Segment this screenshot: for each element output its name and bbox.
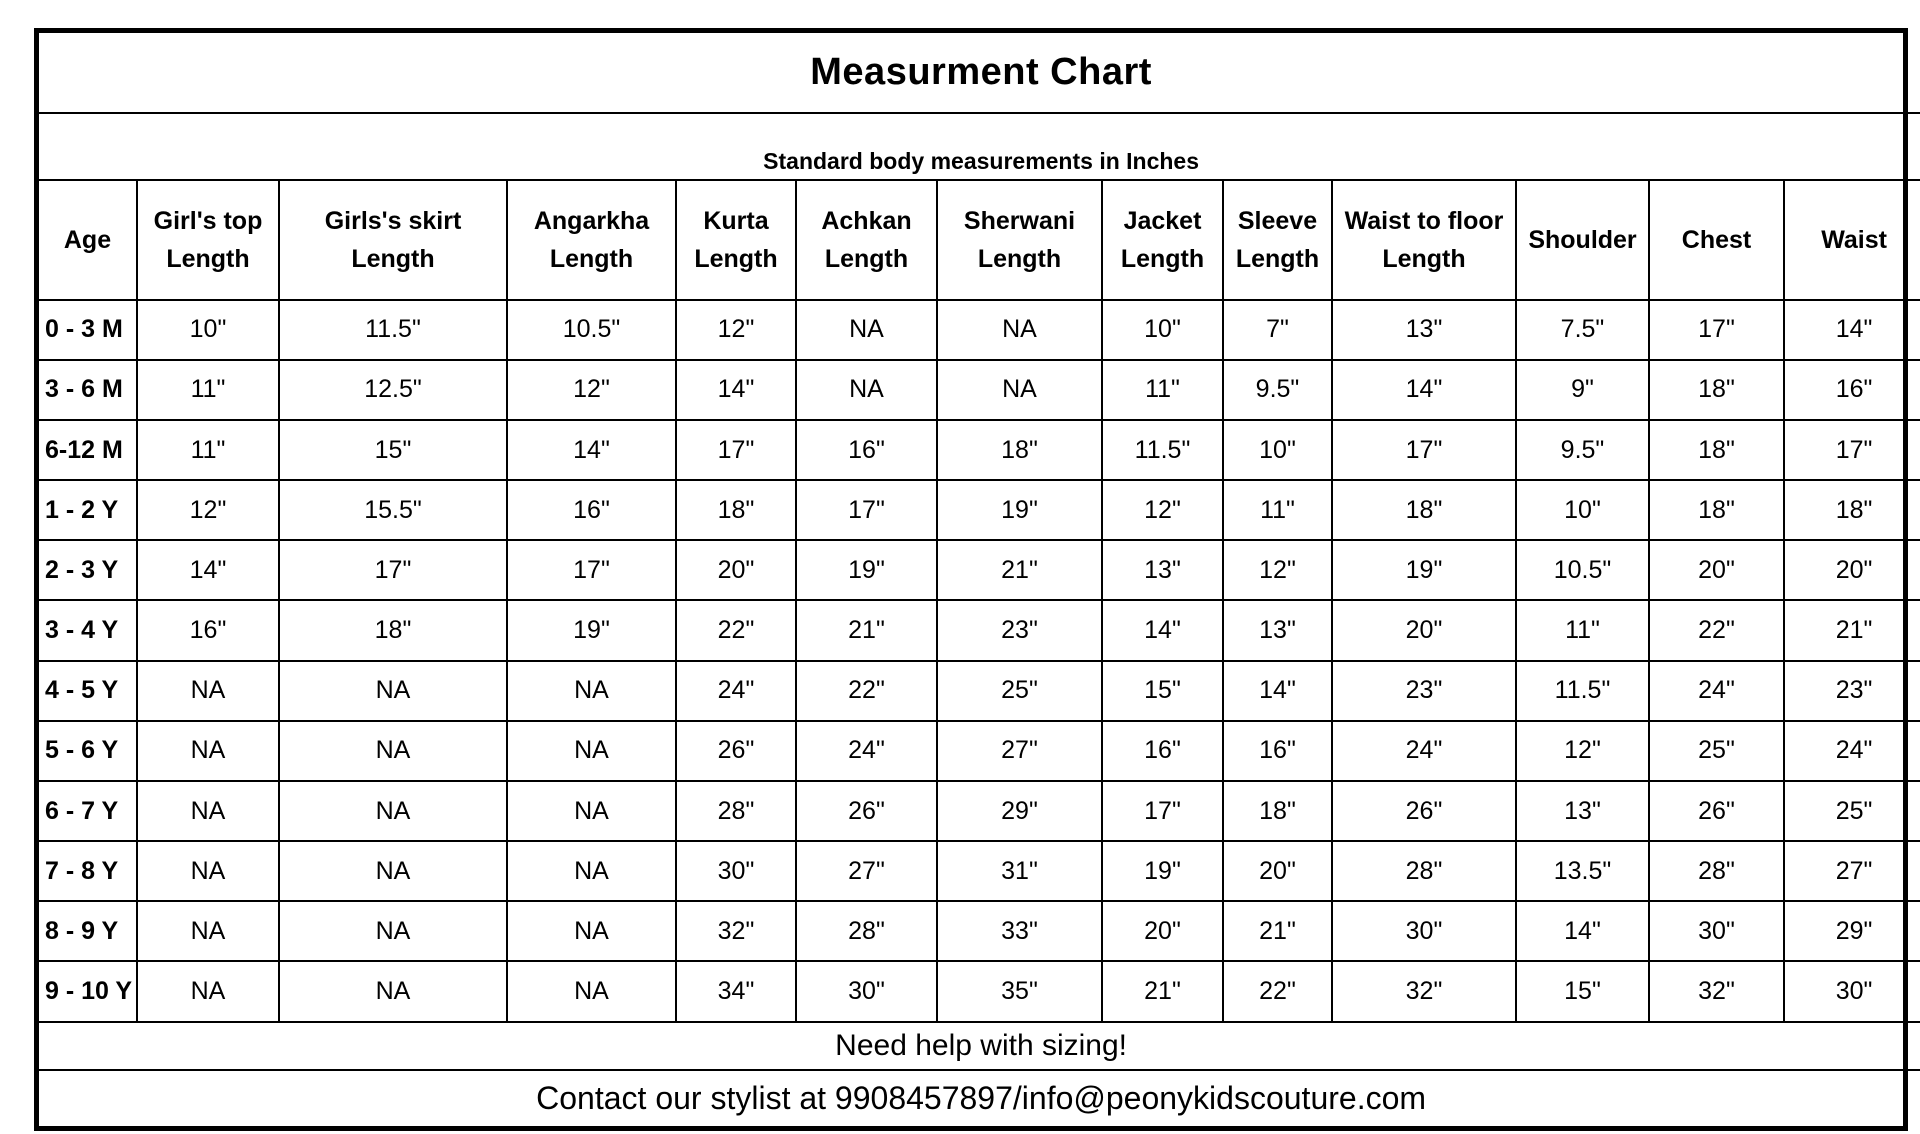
age-cell: 3 - 4 Y: [39, 600, 137, 660]
measurement-cell: 18": [1649, 480, 1784, 540]
measurement-cell: 30": [1332, 901, 1516, 961]
measurement-cell: 17": [1102, 781, 1223, 841]
measurement-cell: NA: [507, 901, 676, 961]
measurement-cell: 16": [1102, 721, 1223, 781]
measurement-cell: 28": [676, 781, 796, 841]
measurement-cell: 18": [1649, 360, 1784, 420]
measurement-cell: 10.5": [507, 300, 676, 360]
measurement-cell: 12": [1102, 480, 1223, 540]
measurement-cell: 17": [279, 540, 507, 600]
measurement-cell: 27": [1784, 841, 1920, 901]
measurement-cell: 14": [1516, 901, 1649, 961]
measurement-cell: 29": [1784, 901, 1920, 961]
column-header: [137, 180, 279, 299]
table-row: [39, 600, 1920, 660]
measurement-cell: 12.5": [279, 360, 507, 420]
measurement-cell: 12": [137, 480, 279, 540]
measurement-cell: 28": [796, 901, 937, 961]
measurement-cell: 32": [1332, 961, 1516, 1021]
measurement-cell: 31": [937, 841, 1102, 901]
table-row: [39, 480, 1920, 540]
measurement-cell: 14": [137, 540, 279, 600]
measurement-cell: 17": [676, 420, 796, 480]
measurement-cell: 14": [1784, 300, 1920, 360]
measurement-cell: 15": [1516, 961, 1649, 1021]
column-header-line: Age: [63, 226, 112, 255]
column-header-line: Length: [824, 245, 909, 274]
measurement-cell: 27": [937, 721, 1102, 781]
measurement-cell: 11.5": [279, 300, 507, 360]
measurement-cell: 12": [507, 360, 676, 420]
column-header-line: Shoulder: [1528, 226, 1637, 255]
measurement-cell: 22": [796, 661, 937, 721]
measurement-cell: 24": [1332, 721, 1516, 781]
measurement-cell: 32": [676, 901, 796, 961]
measurement-cell: 12": [1223, 540, 1332, 600]
measurement-cell: 23": [937, 600, 1102, 660]
column-header: [1649, 180, 1784, 299]
chart-title: Measurment Chart: [39, 33, 1920, 113]
measurement-cell: 16": [1223, 721, 1332, 781]
measurement-cell: 17": [1332, 420, 1516, 480]
measurement-cell: NA: [796, 360, 937, 420]
column-header-line: Length: [694, 245, 778, 274]
measurement-cell: 20": [1649, 540, 1784, 600]
measurement-cell: NA: [507, 841, 676, 901]
measurement-cell: 21": [1784, 600, 1920, 660]
measurement-cell: 20": [1784, 540, 1920, 600]
measurement-cell: 18": [1223, 781, 1332, 841]
measurement-cell: 11": [1516, 600, 1649, 660]
measurement-cell: 13": [1102, 540, 1223, 600]
measurement-cell: 18": [1784, 480, 1920, 540]
age-cell: 1 - 2 Y: [39, 480, 137, 540]
sizing-help-text: Need help with sizing!: [39, 1022, 1920, 1070]
column-header-line: Kurta: [703, 207, 769, 236]
measurement-cell: 13.5": [1516, 841, 1649, 901]
measurement-cell: 22": [1223, 961, 1332, 1021]
measurement-cell: 26": [1332, 781, 1516, 841]
measurement-cell: NA: [937, 360, 1102, 420]
age-cell: 6-12 M: [39, 420, 137, 480]
column-header-line: Length: [1120, 245, 1205, 274]
measurement-cell: NA: [279, 901, 507, 961]
measurement-cell: 30": [1649, 901, 1784, 961]
table-row: [39, 901, 1920, 961]
measurement-cell: 12": [676, 300, 796, 360]
column-header-line: Length: [351, 245, 435, 274]
measurement-cell: 13": [1332, 300, 1516, 360]
age-cell: 6 - 7 Y: [39, 781, 137, 841]
column-header: [1223, 180, 1332, 299]
measurement-cell: 16": [1784, 360, 1920, 420]
column-header-line: Length: [1235, 245, 1320, 274]
column-header-line: Length: [166, 245, 250, 274]
table-row: [39, 781, 1920, 841]
measurement-cell: NA: [507, 781, 676, 841]
measurement-cell: NA: [937, 300, 1102, 360]
measurement-cell: 27": [796, 841, 937, 901]
measurement-cell: 22": [676, 600, 796, 660]
measurement-cell: 19": [796, 540, 937, 600]
column-header-line: Waist: [1821, 226, 1887, 255]
measurement-cell: 18": [937, 420, 1102, 480]
table-row: [39, 540, 1920, 600]
table-row: [39, 420, 1920, 480]
measurement-cell: 11": [1102, 360, 1223, 420]
measurement-cell: 11.5": [1516, 661, 1649, 721]
measurement-cell: 7": [1223, 300, 1332, 360]
measurement-cell: 9.5": [1223, 360, 1332, 420]
measurement-chart-sheet: [34, 28, 1908, 1131]
measurement-cell: 18": [1649, 420, 1784, 480]
measurement-cell: NA: [279, 721, 507, 781]
measurement-cell: 9.5": [1516, 420, 1649, 480]
measurement-cell: 25": [937, 661, 1102, 721]
measurement-cell: 11": [1223, 480, 1332, 540]
measurement-cell: 14": [676, 360, 796, 420]
measurement-cell: 10": [1102, 300, 1223, 360]
measurement-cell: 17": [1784, 420, 1920, 480]
measurement-cell: 34": [676, 961, 796, 1021]
measurement-cell: 10": [1516, 480, 1649, 540]
column-header: [39, 180, 137, 299]
measurement-cell: 15": [1102, 661, 1223, 721]
column-header-line: Length: [549, 245, 634, 274]
measurement-cell: 24": [676, 661, 796, 721]
measurement-cell: 24": [796, 721, 937, 781]
table-row: [39, 841, 1920, 901]
column-header: [796, 180, 937, 299]
column-header-line: Sleeve: [1237, 207, 1318, 236]
table-row: [39, 360, 1920, 420]
column-header-line: Sherwani: [963, 207, 1076, 236]
chart-subtitle: Standard body measurements in Inches: [39, 113, 1920, 180]
column-header-line: Length: [977, 245, 1062, 274]
measurement-cell: NA: [796, 300, 937, 360]
measurement-cell: NA: [137, 901, 279, 961]
measurement-cell: 14": [1332, 360, 1516, 420]
measurement-cell: 29": [937, 781, 1102, 841]
measurement-cell: 30": [796, 961, 937, 1021]
measurement-cell: NA: [279, 841, 507, 901]
column-header-line: Achkan: [821, 207, 912, 236]
measurement-cell: 32": [1649, 961, 1784, 1021]
stylist-contact-text: Contact our stylist at 9908457897/info@peonykidscouture.com: [39, 1070, 1920, 1126]
measurement-cell: 19": [1332, 540, 1516, 600]
measurement-cell: NA: [137, 961, 279, 1021]
measurement-cell: 18": [676, 480, 796, 540]
measurement-cell: 7.5": [1516, 300, 1649, 360]
column-header: [279, 180, 507, 299]
measurement-cell: 23": [1784, 661, 1920, 721]
measurement-cell: 14": [507, 420, 676, 480]
measurement-cell: NA: [279, 781, 507, 841]
measurement-cell: 19": [507, 600, 676, 660]
measurement-cell: 17": [1649, 300, 1784, 360]
measurement-cell: 35": [937, 961, 1102, 1021]
measurement-cell: NA: [279, 661, 507, 721]
measurement-cell: 16": [507, 480, 676, 540]
measurement-cell: 20": [1332, 600, 1516, 660]
measurement-cell: 14": [1102, 600, 1223, 660]
measurement-cell: 11": [137, 360, 279, 420]
age-cell: 3 - 6 M: [39, 360, 137, 420]
column-header-line: Jacket: [1123, 207, 1202, 236]
measurement-cell: 21": [1223, 901, 1332, 961]
table-row: [39, 300, 1920, 360]
measurement-cell: 13": [1516, 781, 1649, 841]
measurement-cell: 11": [137, 420, 279, 480]
measurement-cell: 10.5": [1516, 540, 1649, 600]
measurement-cell: 15.5": [279, 480, 507, 540]
measurement-cell: 18": [1332, 480, 1516, 540]
measurement-cell: 21": [796, 600, 937, 660]
measurement-cell: 13": [1223, 600, 1332, 660]
measurement-cell: 25": [1649, 721, 1784, 781]
measurement-cell: 30": [676, 841, 796, 901]
measurement-cell: 26": [1649, 781, 1784, 841]
measurement-cell: 15": [279, 420, 507, 480]
measurement-cell: 12": [1516, 721, 1649, 781]
table-row: [39, 661, 1920, 721]
measurement-cell: 30": [1784, 961, 1920, 1021]
column-header: [1784, 180, 1920, 299]
measurement-cell: 20": [1102, 901, 1223, 961]
age-cell: 9 - 10 Y: [39, 961, 137, 1021]
measurement-cell: NA: [279, 961, 507, 1021]
column-header: [676, 180, 796, 299]
measurement-cell: 17": [507, 540, 676, 600]
column-header-row: [39, 180, 1920, 299]
age-cell: 0 - 3 M: [39, 300, 137, 360]
age-cell: 5 - 6 Y: [39, 721, 137, 781]
age-cell: 2 - 3 Y: [39, 540, 137, 600]
measurement-cell: 23": [1332, 661, 1516, 721]
measurement-cell: NA: [137, 841, 279, 901]
column-header-line: Girls's skirt: [324, 207, 462, 236]
measurement-cell: 16": [796, 420, 937, 480]
age-cell: 7 - 8 Y: [39, 841, 137, 901]
measurement-cell: NA: [507, 961, 676, 1021]
measurement-cell: 21": [937, 540, 1102, 600]
measurement-cell: 9": [1516, 360, 1649, 420]
column-header-line: Girl's top: [153, 207, 263, 236]
measurement-cell: 24": [1784, 721, 1920, 781]
age-cell: 4 - 5 Y: [39, 661, 137, 721]
measurement-cell: 16": [137, 600, 279, 660]
column-header-line: Chest: [1681, 226, 1752, 255]
measurement-cell: 14": [1223, 661, 1332, 721]
column-header-line: Length: [1382, 245, 1466, 274]
measurement-table: [39, 33, 1920, 1126]
measurement-cell: NA: [507, 661, 676, 721]
measurement-cell: 26": [676, 721, 796, 781]
measurement-cell: 19": [937, 480, 1102, 540]
column-header: [507, 180, 676, 299]
column-header-line: Angarkha: [533, 207, 650, 236]
column-header: [1516, 180, 1649, 299]
age-cell: 8 - 9 Y: [39, 901, 137, 961]
measurement-cell: NA: [507, 721, 676, 781]
measurement-cell: 18": [279, 600, 507, 660]
measurement-cell: 22": [1649, 600, 1784, 660]
column-header-line: Waist to floor: [1344, 207, 1504, 236]
measurement-cell: 20": [1223, 841, 1332, 901]
column-header: [937, 180, 1102, 299]
table-row: [39, 961, 1920, 1021]
measurement-cell: 33": [937, 901, 1102, 961]
measurement-cell: NA: [137, 781, 279, 841]
measurement-cell: 24": [1649, 661, 1784, 721]
measurement-cell: 17": [796, 480, 937, 540]
measurement-cell: 10": [1223, 420, 1332, 480]
measurement-cell: NA: [137, 721, 279, 781]
column-header: [1102, 180, 1223, 299]
measurement-cell: 11.5": [1102, 420, 1223, 480]
measurement-cell: NA: [137, 661, 279, 721]
measurement-cell: 19": [1102, 841, 1223, 901]
measurement-cell: 20": [676, 540, 796, 600]
measurement-cell: 25": [1784, 781, 1920, 841]
measurement-cell: 26": [796, 781, 937, 841]
table-row: [39, 721, 1920, 781]
measurement-cell: 28": [1332, 841, 1516, 901]
measurement-cell: 21": [1102, 961, 1223, 1021]
measurement-cell: 10": [137, 300, 279, 360]
measurement-cell: 28": [1649, 841, 1784, 901]
column-header: [1332, 180, 1516, 299]
